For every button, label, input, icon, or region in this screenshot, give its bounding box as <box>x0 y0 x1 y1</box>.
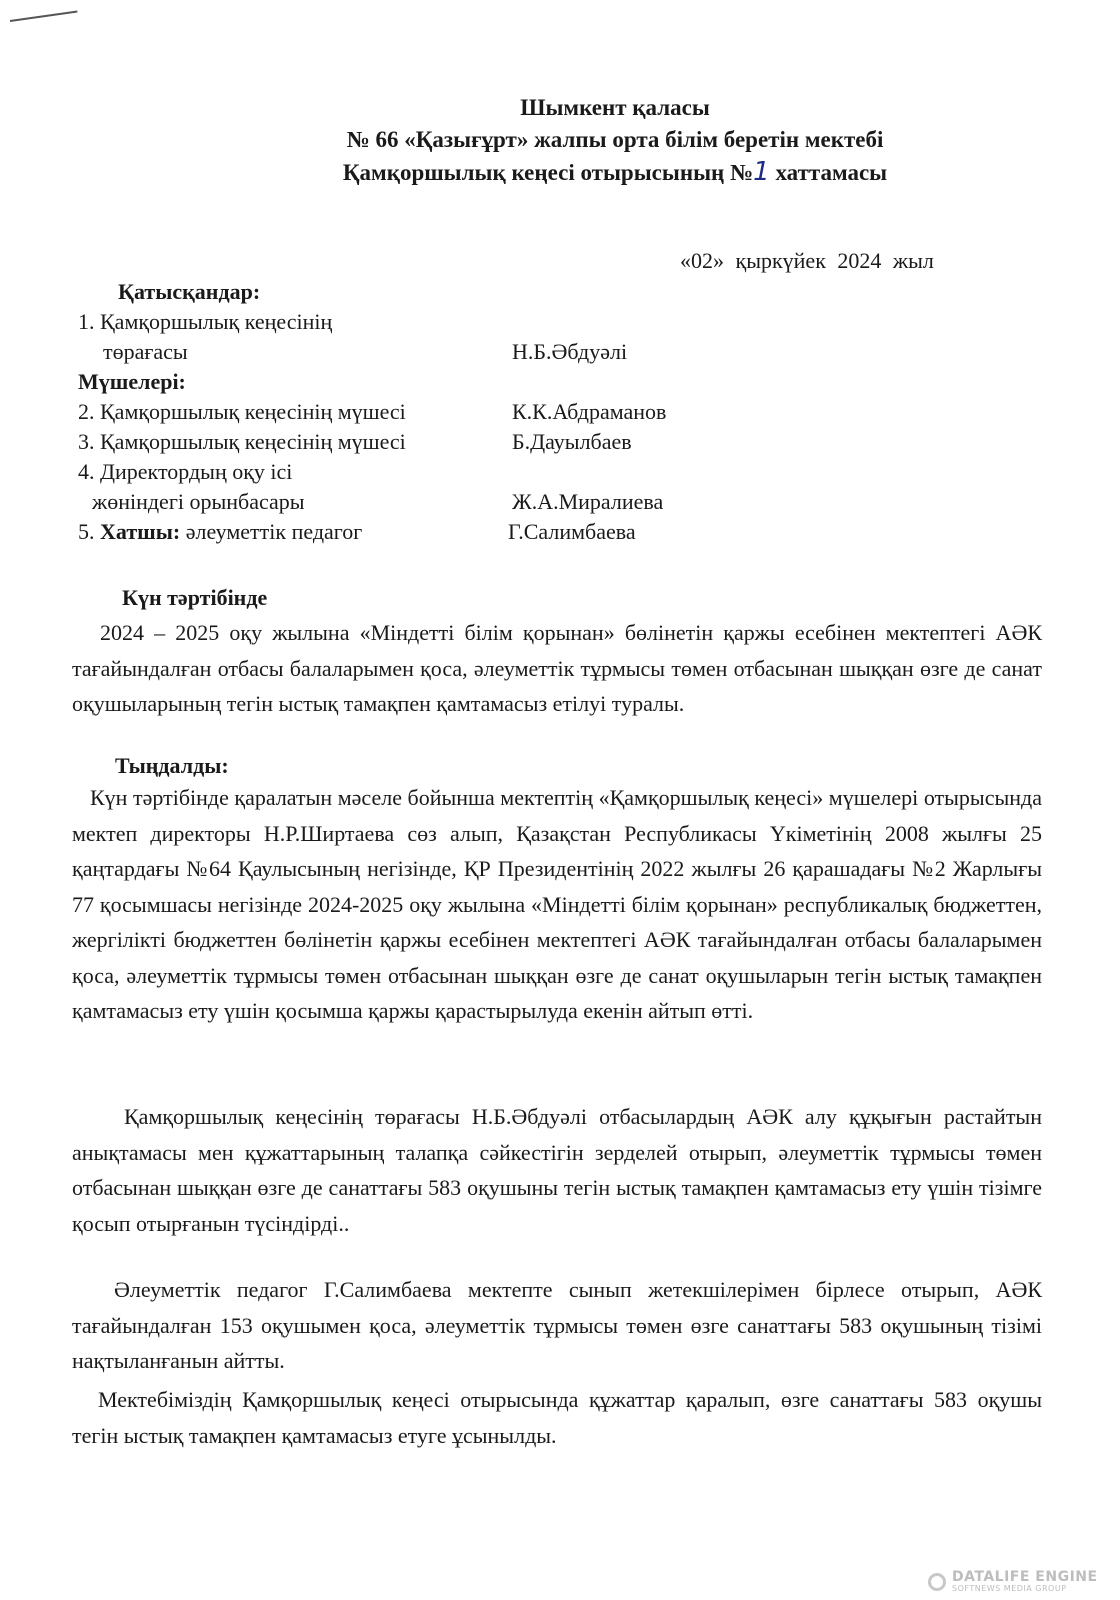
attendee-2-role: 2. Қамқоршылық кеңесінің мүшесі <box>78 399 406 424</box>
protocol-date: «02» қыркүйек 2024 жыл <box>680 248 934 273</box>
attendee-4-role-line2: жөніндегі орынбасары <box>92 489 305 514</box>
attendee-1-name: Н.Б.Әбдуәлі <box>512 339 628 364</box>
agenda-title: Күн тәртібінде <box>122 585 268 610</box>
heard-paragraph-2: Қамқоршылық кеңесінің төрағасы Н.Б.Әбдуәлі отбасылардың АӘК алу құқығын растайтын анықтамасы мен құжаттарының талапқа сәйкестігін зерделей отырып, әлеуметтік тұрмысы төмен отбасынан шыққан өзге де санаттағы 583 оқушыны тегін ыстық тамақпен қамтамасыз ету үшін тізімге қосып отырғанын түсіндірді.. <box>72 1104 1042 1236</box>
agenda-text: 2024 – 2025 оқу жылына «Міндетті білім қорынан» бөлінетін қаржы есебінен мектептегі АӘК тағайындалған отбасы балаларымен қоса, әлеуметтік тұрмысы төмен отбасынан шыққан өзге де санат оқушыларының тегін ыстық тамақпен қамтамасыз етілуі туралы. <box>72 620 1042 716</box>
attendee-3-role: 3. Қамқоршылық кеңесінің мүшесі <box>78 429 406 454</box>
watermark-sub-text: SOFTNEWS MEDIA GROUP <box>952 1584 1067 1593</box>
handwritten-protocol-number: 1 <box>753 157 770 187</box>
header-school: № 66 «Қазығұрт» жалпы орта білім беретін мектебі <box>346 127 884 152</box>
header-protocol-title: Қамқоршылық кеңесі отырысының №1 хаттамасы <box>342 157 888 187</box>
attendee-1-role-line1: 1. Қамқоршылық кеңесінің <box>78 309 333 334</box>
attendee-4-role-line1: 4. Директордың оқу ісі <box>78 459 293 484</box>
watermark-logo <box>928 1570 1098 1593</box>
attendee-5-name: Г.Салимбаева <box>508 519 636 544</box>
attendee-3-name: Б.Дауылбаев <box>512 429 632 454</box>
document-header <box>0 92 1120 189</box>
heard-paragraph-4: Мектебіміздің Қамқоршылық кеңесі отырысында құжаттар қаралып, өзге санаттағы 583 оқушы тегін ыстық тамақпен қамтамасыз етуге ұсынылды. <box>72 1387 1042 1448</box>
members-title: Мүшелері: <box>78 369 186 394</box>
watermark-logo-icon <box>928 1573 946 1591</box>
header-city: Шымкент қаласы <box>520 95 710 120</box>
heard-title: Тыңдалды: <box>115 753 229 778</box>
attendee-4-name: Ж.А.Миралиева <box>512 489 664 514</box>
watermark-main-text: DATALIFE ENGINE <box>952 1569 1098 1585</box>
secretary-label: Хатшы: <box>100 519 181 544</box>
attendee-5-role: 5. Хатшы: әлеуметтік педагог <box>78 519 363 544</box>
attendee-2-name: К.К.Абдраманов <box>512 399 667 424</box>
heard-paragraph-1: Күн тәртібінде қаралатын мәселе бойынша мектептің «Қамқоршылық кеңесі» мүшелері отырысында мектеп директоры Н.Р.Ширтаева сөз алып, Қазақстан Республикасы Үкіметінің 2008 жылғы 25 қаңтардағы №64 Қаулысының негізінде, ҚР Президентінің 2022 жылғы 26 қарашадағы №2 Жарлығы 77 қосымшасы негізінде 2024-2025 оқу жылына «Міндетті білім қорынан» республикалық бюджеттен, жергілікті бюджеттен бөлінетін қаржы есебінен мектептегі АӘК тағайындалған отбасы балаларымен қоса, әлеуметтік тұрмысы төмен отбасынан шыққан өзге де санат оқушыларын тегін ыстық тамақпен қамтамасыз ету үшін қосымша қаржы қарастырылуда екенін айтып өтті. <box>72 785 1042 1023</box>
pen-stroke-mark <box>10 11 78 22</box>
attendee-1-role-line2: төрағасы <box>103 339 188 364</box>
attendees-title: Қатысқандар: <box>118 279 261 304</box>
heard-paragraph-3: Әлеуметтік педагог Г.Салимбаева мектепте сынып жетекшілерімен бірлесе отырып, АӘК тағайындалған 153 оқушымен қоса, әлеуметтік тұрмысы төмен өзге санаттағы 583 оқушының тізімі нақтыланғанын айтты. <box>72 1277 1042 1373</box>
